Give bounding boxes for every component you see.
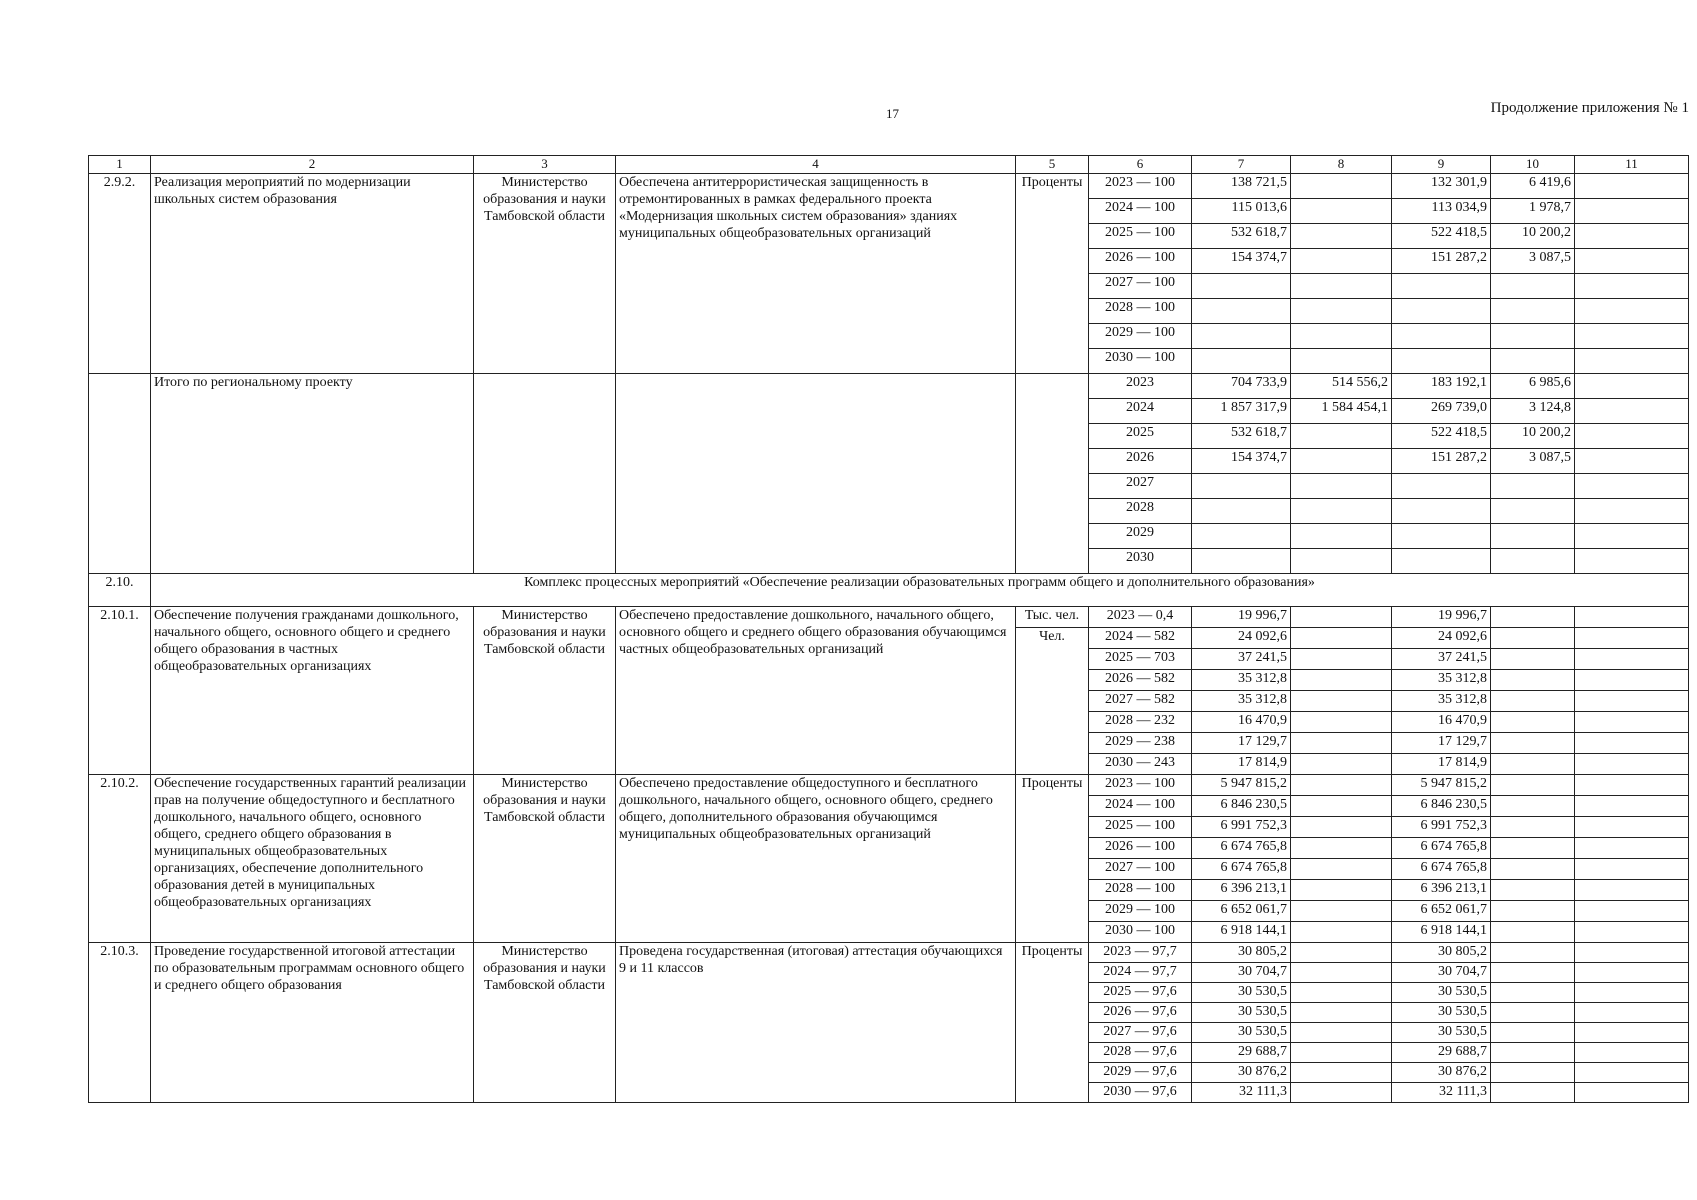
total-cell: 35 312,8 xyxy=(1192,691,1291,712)
item-result: Обеспечена антитеррористическая защищенность в отремонтированных в рамках федерального проекта «Модернизация школьных систем образования» зданиях муниципальных общеобразовательных организаций xyxy=(616,174,1016,374)
total-cell: 32 111,3 xyxy=(1192,1083,1291,1103)
total-cell: 30 530,5 xyxy=(1192,983,1291,1003)
regional-budget-cell: 17 814,9 xyxy=(1392,754,1491,775)
other-sources-cell xyxy=(1575,817,1689,838)
local-budget-cell: 6 985,6 xyxy=(1491,374,1575,399)
year-value-cell: 2027 — 582 xyxy=(1089,691,1192,712)
item-unit: Проценты xyxy=(1016,775,1089,943)
other-sources-cell xyxy=(1575,224,1689,249)
item-unit: Проценты xyxy=(1016,174,1089,374)
table-row xyxy=(89,943,1689,963)
year-value-cell: 2029 — 100 xyxy=(1089,901,1192,922)
other-sources-cell xyxy=(1575,374,1689,399)
federal-budget-cell xyxy=(1291,775,1392,796)
federal-budget-cell xyxy=(1291,963,1392,983)
federal-budget-cell xyxy=(1291,324,1392,349)
year-value-cell: 2030 xyxy=(1089,549,1192,574)
regional-budget-cell xyxy=(1392,274,1491,299)
other-sources-cell xyxy=(1575,299,1689,324)
other-sources-cell xyxy=(1575,1003,1689,1023)
total-cell: 5 947 815,2 xyxy=(1192,775,1291,796)
year-value-cell: 2024 — 100 xyxy=(1089,199,1192,224)
total-cell xyxy=(1192,474,1291,499)
regional-budget-cell: 6 846 230,5 xyxy=(1392,796,1491,817)
local-budget-cell xyxy=(1491,838,1575,859)
federal-budget-cell xyxy=(1291,299,1392,324)
federal-budget-cell xyxy=(1291,199,1392,224)
total-cell xyxy=(1192,524,1291,549)
federal-budget-cell xyxy=(1291,1083,1392,1103)
year-value-cell: 2029 — 97,6 xyxy=(1089,1063,1192,1083)
regional-budget-cell: 183 192,1 xyxy=(1392,374,1491,399)
year-value-cell: 2028 — 100 xyxy=(1089,880,1192,901)
regional-budget-cell: 522 418,5 xyxy=(1392,224,1491,249)
item-code xyxy=(89,374,151,574)
other-sources-cell xyxy=(1575,754,1689,775)
item-result: Обеспечено предоставление общедоступного и бесплатного дошкольного, начального общего, основного общего, среднего общего, дополнительного образования обучающимся муниципальных общеобразовательных организаций xyxy=(616,775,1016,943)
other-sources-cell xyxy=(1575,324,1689,349)
total-cell: 29 688,7 xyxy=(1192,1043,1291,1063)
total-cell: 16 470,9 xyxy=(1192,712,1291,733)
federal-budget-cell xyxy=(1291,670,1392,691)
year-value-cell: 2027 — 100 xyxy=(1089,274,1192,299)
other-sources-cell xyxy=(1575,943,1689,963)
column-number: 2 xyxy=(151,156,474,174)
local-budget-cell: 3 087,5 xyxy=(1491,249,1575,274)
regional-budget-cell: 269 739,0 xyxy=(1392,399,1491,424)
total-cell: 6 674 765,8 xyxy=(1192,838,1291,859)
total-cell xyxy=(1192,549,1291,574)
section-code: 2.10. xyxy=(89,574,151,607)
year-value-cell: 2023 — 100 xyxy=(1089,775,1192,796)
total-cell: 30 876,2 xyxy=(1192,1063,1291,1083)
local-budget-cell xyxy=(1491,549,1575,574)
federal-budget-cell: 1 584 454,1 xyxy=(1291,399,1392,424)
other-sources-cell xyxy=(1575,499,1689,524)
total-cell: 6 652 061,7 xyxy=(1192,901,1291,922)
other-sources-cell xyxy=(1575,983,1689,1003)
year-value-cell: 2025 — 97,6 xyxy=(1089,983,1192,1003)
item-unit-secondary: Чел. xyxy=(1016,628,1089,775)
local-budget-cell xyxy=(1491,499,1575,524)
federal-budget-cell xyxy=(1291,901,1392,922)
local-budget-cell xyxy=(1491,983,1575,1003)
total-cell: 6 991 752,3 xyxy=(1192,817,1291,838)
year-value-cell: 2026 — 582 xyxy=(1089,670,1192,691)
item-result: Обеспечено предоставление дошкольного, начального общего, основного общего и среднего общего образования обучающимся частных общеобразовательных организаций xyxy=(616,607,1016,775)
other-sources-cell xyxy=(1575,199,1689,224)
total-cell: 154 374,7 xyxy=(1192,249,1291,274)
total-cell: 154 374,7 xyxy=(1192,449,1291,474)
other-sources-cell xyxy=(1575,474,1689,499)
other-sources-cell xyxy=(1575,922,1689,943)
local-budget-cell xyxy=(1491,299,1575,324)
local-budget-cell xyxy=(1491,1083,1575,1103)
item-code: 2.10.1. xyxy=(89,607,151,775)
local-budget-cell xyxy=(1491,796,1575,817)
regional-budget-cell: 522 418,5 xyxy=(1392,424,1491,449)
regional-budget-cell: 16 470,9 xyxy=(1392,712,1491,733)
other-sources-cell xyxy=(1575,274,1689,299)
total-cell: 704 733,9 xyxy=(1192,374,1291,399)
regional-budget-cell xyxy=(1392,524,1491,549)
item-name: Обеспечение государственных гарантий реализации прав на получение общедоступного и бесплатного дошкольного, начального общего, основного общего, среднего общего образования в муниципальных общеобразовательных организациях, обеспечение дополнительного образования детей в муниципальных общеобразовательных организациях xyxy=(151,775,474,943)
federal-budget-cell xyxy=(1291,449,1392,474)
federal-budget-cell: 514 556,2 xyxy=(1291,374,1392,399)
federal-budget-cell xyxy=(1291,274,1392,299)
federal-budget-cell xyxy=(1291,880,1392,901)
local-budget-cell xyxy=(1491,649,1575,670)
year-value-cell: 2027 xyxy=(1089,474,1192,499)
total-cell xyxy=(1192,299,1291,324)
regional-budget-cell xyxy=(1392,474,1491,499)
local-budget-cell: 6 419,6 xyxy=(1491,174,1575,199)
local-budget-cell xyxy=(1491,817,1575,838)
column-number: 1 xyxy=(89,156,151,174)
local-budget-cell xyxy=(1491,1043,1575,1063)
item-result xyxy=(616,374,1016,574)
other-sources-cell xyxy=(1575,838,1689,859)
local-budget-cell xyxy=(1491,712,1575,733)
other-sources-cell xyxy=(1575,607,1689,628)
regional-budget-cell xyxy=(1392,324,1491,349)
total-cell xyxy=(1192,324,1291,349)
table-row xyxy=(89,607,1689,628)
year-value-cell: 2024 — 97,7 xyxy=(1089,963,1192,983)
local-budget-cell xyxy=(1491,880,1575,901)
federal-budget-cell xyxy=(1291,349,1392,374)
year-value-cell: 2026 — 100 xyxy=(1089,249,1192,274)
local-budget-cell xyxy=(1491,524,1575,549)
local-budget-cell xyxy=(1491,1063,1575,1083)
federal-budget-cell xyxy=(1291,922,1392,943)
other-sources-cell xyxy=(1575,775,1689,796)
total-cell: 115 013,6 xyxy=(1192,199,1291,224)
table-row xyxy=(89,374,1689,399)
federal-budget-cell xyxy=(1291,983,1392,1003)
regional-budget-cell: 29 688,7 xyxy=(1392,1043,1491,1063)
total-cell: 532 618,7 xyxy=(1192,224,1291,249)
column-number: 4 xyxy=(616,156,1016,174)
column-number: 8 xyxy=(1291,156,1392,174)
year-value-cell: 2026 — 97,6 xyxy=(1089,1003,1192,1023)
local-budget-cell xyxy=(1491,943,1575,963)
regional-budget-cell: 35 312,8 xyxy=(1392,691,1491,712)
regional-budget-cell: 30 704,7 xyxy=(1392,963,1491,983)
total-cell: 6 674 765,8 xyxy=(1192,859,1291,880)
page-number: 17 xyxy=(886,106,899,121)
total-cell: 6 396 213,1 xyxy=(1192,880,1291,901)
table-row xyxy=(89,775,1689,796)
other-sources-cell xyxy=(1575,691,1689,712)
federal-budget-cell xyxy=(1291,499,1392,524)
regional-budget-cell: 6 918 144,1 xyxy=(1392,922,1491,943)
federal-budget-cell xyxy=(1291,796,1392,817)
federal-budget-cell xyxy=(1291,524,1392,549)
local-budget-cell: 3 124,8 xyxy=(1491,399,1575,424)
local-budget-cell xyxy=(1491,474,1575,499)
total-cell: 30 530,5 xyxy=(1192,1003,1291,1023)
regional-budget-cell: 151 287,2 xyxy=(1392,249,1491,274)
federal-budget-cell xyxy=(1291,424,1392,449)
total-cell: 138 721,5 xyxy=(1192,174,1291,199)
total-cell: 6 918 144,1 xyxy=(1192,922,1291,943)
local-budget-cell: 1 978,7 xyxy=(1491,199,1575,224)
local-budget-cell xyxy=(1491,901,1575,922)
item-code: 2.10.3. xyxy=(89,943,151,1103)
total-cell: 35 312,8 xyxy=(1192,670,1291,691)
local-budget-cell xyxy=(1491,607,1575,628)
item-unit: Проценты xyxy=(1016,943,1089,1103)
other-sources-cell xyxy=(1575,249,1689,274)
regional-budget-cell: 151 287,2 xyxy=(1392,449,1491,474)
regional-budget-cell: 6 674 765,8 xyxy=(1392,838,1491,859)
other-sources-cell xyxy=(1575,628,1689,649)
year-value-cell: 2029 xyxy=(1089,524,1192,549)
year-value-cell: 2027 — 97,6 xyxy=(1089,1023,1192,1043)
column-number: 3 xyxy=(474,156,616,174)
local-budget-cell xyxy=(1491,922,1575,943)
year-value-cell: 2024 xyxy=(1089,399,1192,424)
total-cell: 6 846 230,5 xyxy=(1192,796,1291,817)
federal-budget-cell xyxy=(1291,224,1392,249)
total-cell xyxy=(1192,274,1291,299)
year-value-cell: 2026 xyxy=(1089,449,1192,474)
total-cell: 30 704,7 xyxy=(1192,963,1291,983)
year-value-cell: 2025 xyxy=(1089,424,1192,449)
local-budget-cell xyxy=(1491,324,1575,349)
appendix-table xyxy=(88,155,1689,1103)
regional-budget-cell xyxy=(1392,499,1491,524)
item-executor: Министерство образования и науки Тамбовской области xyxy=(474,775,616,943)
regional-budget-cell: 5 947 815,2 xyxy=(1392,775,1491,796)
item-code: 2.9.2. xyxy=(89,174,151,374)
item-unit xyxy=(1016,374,1089,574)
other-sources-cell xyxy=(1575,1083,1689,1103)
other-sources-cell xyxy=(1575,449,1689,474)
year-value-cell: 2024 — 582 xyxy=(1089,628,1192,649)
total-cell: 532 618,7 xyxy=(1192,424,1291,449)
federal-budget-cell xyxy=(1291,474,1392,499)
federal-budget-cell xyxy=(1291,628,1392,649)
regional-budget-cell: 19 996,7 xyxy=(1392,607,1491,628)
item-name: Реализация мероприятий по модернизации школьных систем образования xyxy=(151,174,474,374)
other-sources-cell xyxy=(1575,1063,1689,1083)
year-value-cell: 2026 — 100 xyxy=(1089,838,1192,859)
item-unit: Тыс. чел. xyxy=(1016,607,1089,628)
column-number: 5 xyxy=(1016,156,1089,174)
regional-budget-cell: 37 241,5 xyxy=(1392,649,1491,670)
year-value-cell: 2028 xyxy=(1089,499,1192,524)
year-value-cell: 2025 — 703 xyxy=(1089,649,1192,670)
federal-budget-cell xyxy=(1291,712,1392,733)
item-name: Итого по региональному проекту xyxy=(151,374,474,574)
year-value-cell: 2028 — 232 xyxy=(1089,712,1192,733)
year-value-cell: 2030 — 97,6 xyxy=(1089,1083,1192,1103)
federal-budget-cell xyxy=(1291,817,1392,838)
total-cell xyxy=(1192,349,1291,374)
year-value-cell: 2023 — 0,4 xyxy=(1089,607,1192,628)
other-sources-cell xyxy=(1575,649,1689,670)
local-budget-cell xyxy=(1491,1023,1575,1043)
regional-budget-cell: 30 876,2 xyxy=(1392,1063,1491,1083)
other-sources-cell xyxy=(1575,859,1689,880)
federal-budget-cell xyxy=(1291,733,1392,754)
regional-budget-cell: 6 396 213,1 xyxy=(1392,880,1491,901)
other-sources-cell xyxy=(1575,524,1689,549)
regional-budget-cell: 30 530,5 xyxy=(1392,1003,1491,1023)
local-budget-cell xyxy=(1491,274,1575,299)
year-value-cell: 2024 — 100 xyxy=(1089,796,1192,817)
federal-budget-cell xyxy=(1291,754,1392,775)
year-value-cell: 2028 — 97,6 xyxy=(1089,1043,1192,1063)
total-cell: 30 530,5 xyxy=(1192,1023,1291,1043)
table-row xyxy=(89,174,1689,199)
local-budget-cell xyxy=(1491,859,1575,880)
local-budget-cell xyxy=(1491,691,1575,712)
local-budget-cell xyxy=(1491,733,1575,754)
item-code: 2.10.2. xyxy=(89,775,151,943)
item-name: Проведение государственной итоговой аттестации по образовательным программам основного общего и среднего общего образования xyxy=(151,943,474,1103)
federal-budget-cell xyxy=(1291,838,1392,859)
federal-budget-cell xyxy=(1291,1063,1392,1083)
total-cell: 1 857 317,9 xyxy=(1192,399,1291,424)
regional-budget-cell: 30 530,5 xyxy=(1392,983,1491,1003)
column-number: 6 xyxy=(1089,156,1192,174)
column-number: 9 xyxy=(1392,156,1491,174)
column-number: 10 xyxy=(1491,156,1575,174)
total-cell: 17 814,9 xyxy=(1192,754,1291,775)
year-value-cell: 2029 — 238 xyxy=(1089,733,1192,754)
regional-budget-cell: 35 312,8 xyxy=(1392,670,1491,691)
year-value-cell: 2023 — 97,7 xyxy=(1089,943,1192,963)
regional-budget-cell xyxy=(1392,299,1491,324)
federal-budget-cell xyxy=(1291,174,1392,199)
item-executor xyxy=(474,374,616,574)
federal-budget-cell xyxy=(1291,607,1392,628)
total-cell: 19 996,7 xyxy=(1192,607,1291,628)
item-executor: Министерство образования и науки Тамбовской области xyxy=(474,943,616,1103)
year-value-cell: 2025 — 100 xyxy=(1089,224,1192,249)
local-budget-cell xyxy=(1491,670,1575,691)
other-sources-cell xyxy=(1575,424,1689,449)
year-value-cell: 2029 — 100 xyxy=(1089,324,1192,349)
total-cell xyxy=(1192,499,1291,524)
other-sources-cell xyxy=(1575,901,1689,922)
total-cell: 30 805,2 xyxy=(1192,943,1291,963)
year-value-cell: 2023 — 100 xyxy=(1089,174,1192,199)
year-value-cell: 2028 — 100 xyxy=(1089,299,1192,324)
local-budget-cell: 10 200,2 xyxy=(1491,224,1575,249)
year-value-cell: 2023 xyxy=(1089,374,1192,399)
local-budget-cell xyxy=(1491,963,1575,983)
regional-budget-cell: 17 129,7 xyxy=(1392,733,1491,754)
other-sources-cell xyxy=(1575,1043,1689,1063)
other-sources-cell xyxy=(1575,963,1689,983)
regional-budget-cell: 6 652 061,7 xyxy=(1392,901,1491,922)
federal-budget-cell xyxy=(1291,943,1392,963)
year-value-cell: 2030 — 243 xyxy=(1089,754,1192,775)
local-budget-cell xyxy=(1491,775,1575,796)
local-budget-cell xyxy=(1491,754,1575,775)
regional-budget-cell: 30 805,2 xyxy=(1392,943,1491,963)
local-budget-cell xyxy=(1491,1003,1575,1023)
other-sources-cell xyxy=(1575,549,1689,574)
federal-budget-cell xyxy=(1291,649,1392,670)
column-number: 11 xyxy=(1575,156,1689,174)
item-executor: Министерство образования и науки Тамбовской области xyxy=(474,174,616,374)
section-row xyxy=(89,574,1689,607)
other-sources-cell xyxy=(1575,880,1689,901)
local-budget-cell xyxy=(1491,628,1575,649)
year-value-cell: 2025 — 100 xyxy=(1089,817,1192,838)
year-value-cell: 2027 — 100 xyxy=(1089,859,1192,880)
item-result: Проведена государственная (итоговая) аттестация обучающихся 9 и 11 классов xyxy=(616,943,1016,1103)
other-sources-cell xyxy=(1575,670,1689,691)
other-sources-cell xyxy=(1575,1023,1689,1043)
column-number: 7 xyxy=(1192,156,1291,174)
regional-budget-cell: 32 111,3 xyxy=(1392,1083,1491,1103)
other-sources-cell xyxy=(1575,712,1689,733)
regional-budget-cell: 6 991 752,3 xyxy=(1392,817,1491,838)
regional-budget-cell: 132 301,9 xyxy=(1392,174,1491,199)
continuation-title: Продолжение приложения № 1 xyxy=(1490,100,1689,116)
federal-budget-cell xyxy=(1291,859,1392,880)
local-budget-cell xyxy=(1491,349,1575,374)
other-sources-cell xyxy=(1575,796,1689,817)
federal-budget-cell xyxy=(1291,1003,1392,1023)
regional-budget-cell: 24 092,6 xyxy=(1392,628,1491,649)
other-sources-cell xyxy=(1575,733,1689,754)
regional-budget-cell: 6 674 765,8 xyxy=(1392,859,1491,880)
total-cell: 17 129,7 xyxy=(1192,733,1291,754)
local-budget-cell: 10 200,2 xyxy=(1491,424,1575,449)
regional-budget-cell xyxy=(1392,549,1491,574)
federal-budget-cell xyxy=(1291,1043,1392,1063)
total-cell: 24 092,6 xyxy=(1192,628,1291,649)
other-sources-cell xyxy=(1575,349,1689,374)
other-sources-cell xyxy=(1575,399,1689,424)
item-name: Обеспечение получения гражданами дошкольного, начального общего, основного общего и среднего общего образования в частных общеобразовательных организациях xyxy=(151,607,474,775)
column-number-row xyxy=(89,156,1689,174)
federal-budget-cell xyxy=(1291,249,1392,274)
regional-budget-cell: 30 530,5 xyxy=(1392,1023,1491,1043)
year-value-cell: 2030 — 100 xyxy=(1089,922,1192,943)
federal-budget-cell xyxy=(1291,691,1392,712)
federal-budget-cell xyxy=(1291,1023,1392,1043)
total-cell: 37 241,5 xyxy=(1192,649,1291,670)
item-executor: Министерство образования и науки Тамбовской области xyxy=(474,607,616,775)
other-sources-cell xyxy=(1575,174,1689,199)
section-title: Комплекс процессных мероприятий «Обеспечение реализации образовательных программ общего и дополнительного образования» xyxy=(151,574,1689,607)
regional-budget-cell: 113 034,9 xyxy=(1392,199,1491,224)
local-budget-cell: 3 087,5 xyxy=(1491,449,1575,474)
federal-budget-cell xyxy=(1291,549,1392,574)
regional-budget-cell xyxy=(1392,349,1491,374)
year-value-cell: 2030 — 100 xyxy=(1089,349,1192,374)
